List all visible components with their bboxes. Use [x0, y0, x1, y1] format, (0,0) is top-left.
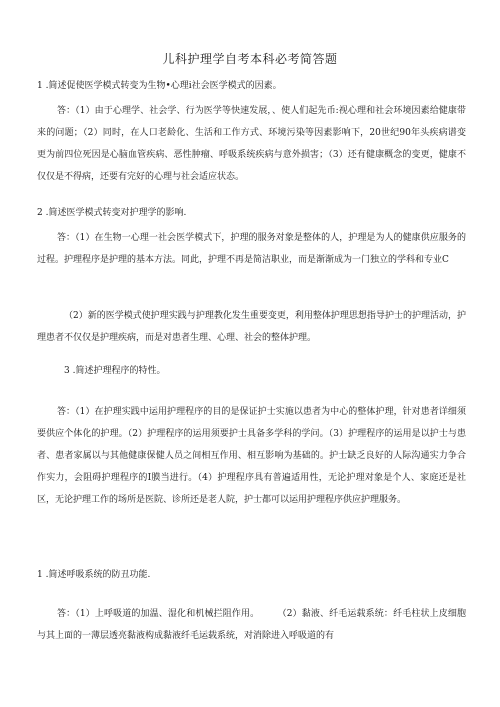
- document-title: 儿科护理学自考本科必考简答题: [162, 52, 338, 66]
- answer-3: 答：（1）在护理实践中运用护理程序的目的是保证护士实施以患者为中心的整体护理，针对患者详细须要供应个体化的护理。（2）护理程序的运用须要护士具备多学科的学问。（3）护理程序的运用是以护士与患者、患者家属以与其他健康保健人员之间相互作用、相互影响为基础的。护士缺乏良好的人际沟通实力争合作实力，会阻碍护理程序的I膜当进行。（4）护理程序具有普遍适用性，无论护理对象是个人、家庭还是社区，无论护理工作的场所是医院、诊所还是老人院，护士都可以运用护理程序供应护理服务。: [37, 407, 466, 505]
- answer-1: 答：（1）由于心理学、社会学、行为医学等快速发展，、使人们起先币:视心理和社会环境因素给健康带来的问题；（2）同时，在人口老龄化、生活和工作方式、环境污染等因素影响下，20世纪90年头疾病谱变更为前四位死因是心脑血管疾病、恶性肿瘤、呼吸系统疾病与意外损害；（3）还有健康概念的变更，健康不仅仅是不得病，还要有完好的心理与社会适应状态。: [37, 106, 466, 182]
- question-1: 1 .简述促使医学模式转变为生物•心理i社会医学模式的因素。: [37, 81, 282, 91]
- answer-4: 答：（1）上呼吸道的加温、湿化和机械拦阻作用。 （2）黏液、纤毛运载系统：纤毛柱状上皮细胞与其上面的一薄层透亮黏液构成黏液纤毛运载系统，对消除进入呼吸道的有: [37, 609, 466, 641]
- question-4: 1 .简述呼吸系统的防丑功能.: [37, 570, 151, 580]
- answer-2-part-2: （2）新的医学模式使护理实践与护理教化发生重要变更，利用整体护理思想指导护士的护理活动，护理患者不仅仅是护理疾病，而是对患者生理、心理、社会的整体护理。: [37, 311, 466, 343]
- answer-2-part-1: 答：（1）在生物一心理一社会医学模式下，护理的服务对象是整体的人，护理是为人的健康供应服务的过程。护理程序是护理的基本方法。同此，护理不再是简洁职业，而是渐渐成为一门独立的学科和专业C: [37, 233, 466, 265]
- question-3: 3 .简述护理程序的特性。: [64, 366, 166, 376]
- question-2: 2 .简述医学模式转变对护理学的影响.: [37, 208, 187, 218]
